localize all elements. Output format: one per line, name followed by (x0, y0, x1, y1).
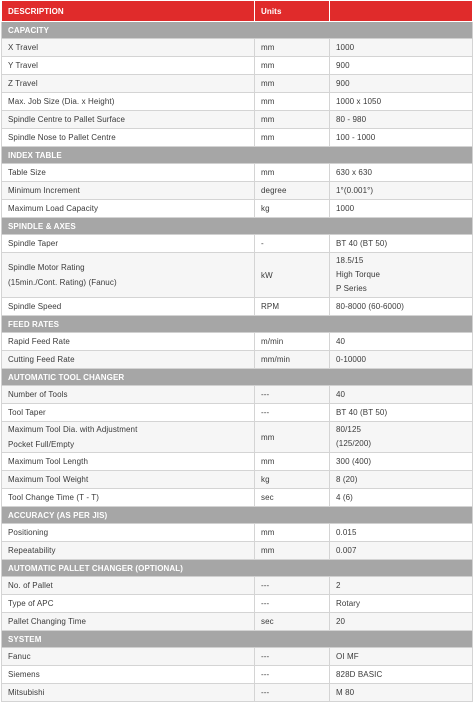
spec-description (2, 577, 255, 595)
spec-value (330, 386, 473, 404)
spec-unit: --- (255, 404, 330, 422)
spec-unit: mm (255, 453, 330, 471)
spec-value-line: 900 (336, 61, 350, 70)
spec-value-line: 80-8000 (60-6000) (336, 302, 404, 311)
spec-value (330, 422, 473, 453)
spec-description (2, 404, 255, 422)
header-value (330, 1, 473, 22)
spec-table-header (2, 1, 473, 22)
spec-row (2, 386, 473, 404)
section-title: INDEX TABLE (2, 147, 473, 164)
spec-value-line: (125/200) (336, 439, 372, 448)
spec-unit: mm (255, 542, 330, 560)
spec-row (2, 129, 473, 147)
spec-description (2, 386, 255, 404)
spec-value (330, 666, 473, 684)
spec-row (2, 542, 473, 560)
spec-description-line: Y Travel (8, 61, 38, 70)
spec-value-line: 0.007 (336, 546, 357, 555)
spec-value (330, 57, 473, 75)
spec-description-line: Spindle Taper (8, 239, 59, 248)
spec-row (2, 684, 473, 702)
spec-description-line: Pocket Full/Empty (8, 440, 75, 449)
spec-value (330, 404, 473, 422)
spec-description-line: Table Size (8, 168, 46, 177)
spec-description-line: Cutting Feed Rate (8, 355, 75, 364)
section-title: AUTOMATIC TOOL CHANGER (2, 369, 473, 386)
spec-description-line: Maximum Load Capacity (8, 204, 99, 213)
spec-value-line: BT 40 (BT 50) (336, 408, 388, 417)
spec-value (330, 75, 473, 93)
spec-row (2, 471, 473, 489)
spec-unit: mm (255, 75, 330, 93)
spec-row (2, 253, 473, 298)
spec-value-line: 4 (6) (336, 493, 353, 502)
spec-description (2, 298, 255, 316)
section-title: CAPACITY (2, 22, 473, 39)
spec-unit: sec (255, 613, 330, 631)
spec-description (2, 93, 255, 111)
spec-row (2, 577, 473, 595)
spec-unit: mm (255, 39, 330, 57)
spec-description-line: Mitsubishi (8, 688, 45, 697)
header-units: Units (255, 1, 330, 22)
spec-row (2, 235, 473, 253)
spec-description-line: Minimum Increment (8, 186, 80, 195)
spec-row (2, 595, 473, 613)
spec-value-line: 40 (336, 337, 346, 346)
spec-value-line: 18.5/15 (336, 256, 364, 265)
spec-description (2, 489, 255, 507)
header-row (2, 1, 473, 22)
spec-unit: kW (255, 253, 330, 298)
spec-description-line: Tool Taper (8, 408, 46, 417)
spec-description (2, 595, 255, 613)
spec-unit: degree (255, 182, 330, 200)
spec-description (2, 648, 255, 666)
spec-table (1, 0, 473, 702)
spec-description (2, 235, 255, 253)
spec-description-line: Pallet Changing Time (8, 617, 87, 626)
spec-value (330, 253, 473, 298)
section-header-row (2, 218, 473, 235)
spec-description-line: Maximum Tool Dia. with Adjustment (8, 425, 138, 434)
spec-value-line: Rotary (336, 599, 361, 608)
spec-unit: sec (255, 489, 330, 507)
spec-description-line: Positioning (8, 528, 49, 537)
spec-description (2, 111, 255, 129)
spec-value-line: 1000 x 1050 (336, 97, 382, 106)
spec-description (2, 57, 255, 75)
spec-description (2, 129, 255, 147)
section-title: FEED RATES (2, 316, 473, 333)
spec-unit: RPM (255, 298, 330, 316)
spec-description-line: Maximum Tool Weight (8, 475, 89, 484)
spec-value (330, 129, 473, 147)
spec-value (330, 351, 473, 369)
spec-unit: mm (255, 57, 330, 75)
spec-description-line: Z Travel (8, 79, 38, 88)
spec-description (2, 182, 255, 200)
spec-description-line: Spindle Centre to Pallet Surface (8, 115, 126, 124)
spec-description-line: Tool Change Time (T - T) (8, 493, 100, 502)
spec-table-body (2, 22, 473, 702)
section-header-row (2, 316, 473, 333)
spec-row (2, 524, 473, 542)
spec-unit: --- (255, 386, 330, 404)
spec-description (2, 164, 255, 182)
section-title: SYSTEM (2, 631, 473, 648)
spec-description-line: (15min./Cont. Rating) (Fanuc) (8, 278, 117, 287)
spec-unit: m/min (255, 333, 330, 351)
spec-value (330, 648, 473, 666)
spec-value (330, 613, 473, 631)
spec-value-line: 1000 (336, 204, 355, 213)
section-header-row (2, 369, 473, 386)
spec-value-line: OI MF (336, 652, 359, 661)
spec-description-line: Rapid Feed Rate (8, 337, 70, 346)
spec-description (2, 75, 255, 93)
section-header-row (2, 560, 473, 577)
spec-value-line: 1000 (336, 43, 355, 52)
spec-description-line: No. of Pallet (8, 581, 53, 590)
spec-row (2, 93, 473, 111)
spec-unit: mm (255, 111, 330, 129)
spec-description (2, 253, 255, 298)
spec-value (330, 235, 473, 253)
spec-row (2, 648, 473, 666)
spec-description (2, 666, 255, 684)
spec-description-line: Spindle Speed (8, 302, 62, 311)
spec-row (2, 200, 473, 218)
spec-value (330, 298, 473, 316)
spec-value (330, 39, 473, 57)
spec-description-line: Siemens (8, 670, 40, 679)
spec-value (330, 489, 473, 507)
spec-row (2, 666, 473, 684)
spec-value-line: BT 40 (BT 50) (336, 239, 388, 248)
section-title: AUTOMATIC PALLET CHANGER (OPTIONAL) (2, 560, 473, 577)
spec-description (2, 684, 255, 702)
spec-description (2, 613, 255, 631)
spec-value-line: 0-10000 (336, 355, 367, 364)
section-header-row (2, 507, 473, 524)
spec-description (2, 422, 255, 453)
spec-unit: kg (255, 471, 330, 489)
spec-value-line: 2 (336, 581, 341, 590)
spec-value-line: 1°(0.001°) (336, 186, 374, 195)
spec-row (2, 57, 473, 75)
spec-value-line: 8 (20) (336, 475, 358, 484)
spec-description-line: Repeatability (8, 546, 56, 555)
spec-description (2, 39, 255, 57)
spec-description (2, 333, 255, 351)
spec-row (2, 164, 473, 182)
spec-value (330, 333, 473, 351)
spec-description-line: Fanuc (8, 652, 31, 661)
spec-description-line: Max. Job Size (Dia. x Height) (8, 97, 115, 106)
spec-value (330, 453, 473, 471)
spec-row (2, 111, 473, 129)
spec-row (2, 422, 473, 453)
spec-description-line: Type of APC (8, 599, 54, 608)
spec-unit: mm (255, 93, 330, 111)
spec-value-line: 80/125 (336, 425, 362, 434)
spec-unit: --- (255, 666, 330, 684)
spec-value-line: 630 x 630 (336, 168, 373, 177)
spec-unit: - (255, 235, 330, 253)
section-title: ACCURACY (AS PER JIS) (2, 507, 473, 524)
spec-unit: --- (255, 648, 330, 666)
spec-value (330, 577, 473, 595)
spec-value-line: 40 (336, 390, 346, 399)
spec-row (2, 404, 473, 422)
spec-unit: --- (255, 595, 330, 613)
spec-value (330, 524, 473, 542)
spec-row (2, 453, 473, 471)
spec-row (2, 39, 473, 57)
spec-value-line: High Torque (336, 270, 381, 279)
spec-description (2, 542, 255, 560)
spec-description (2, 200, 255, 218)
section-header-row (2, 631, 473, 648)
spec-row (2, 298, 473, 316)
spec-value (330, 471, 473, 489)
spec-row (2, 182, 473, 200)
spec-description (2, 351, 255, 369)
spec-value-line: 900 (336, 79, 350, 88)
spec-value-line: 0.015 (336, 528, 357, 537)
spec-value (330, 93, 473, 111)
section-header-row (2, 147, 473, 164)
spec-unit: kg (255, 200, 330, 218)
spec-unit: mm (255, 129, 330, 147)
header-description: DESCRIPTION (2, 1, 255, 22)
spec-description (2, 524, 255, 542)
spec-description-line: Spindle Motor Rating (8, 263, 85, 272)
spec-description-line: Spindle Nose to Pallet Centre (8, 133, 116, 142)
spec-unit: mm (255, 422, 330, 453)
section-header-row (2, 22, 473, 39)
spec-unit: --- (255, 684, 330, 702)
spec-value (330, 182, 473, 200)
spec-description-line: Number of Tools (8, 390, 68, 399)
spec-value (330, 164, 473, 182)
spec-value (330, 684, 473, 702)
spec-value (330, 111, 473, 129)
spec-value-line: 20 (336, 617, 346, 626)
spec-description (2, 471, 255, 489)
spec-row (2, 613, 473, 631)
spec-description-line: Maximum Tool Length (8, 457, 89, 466)
spec-value-line: 80 - 980 (336, 115, 367, 124)
spec-value (330, 542, 473, 560)
spec-value (330, 200, 473, 218)
spec-unit: mm/min (255, 351, 330, 369)
spec-description (2, 453, 255, 471)
spec-unit: --- (255, 577, 330, 595)
spec-description-line: X Travel (8, 43, 39, 52)
spec-value (330, 595, 473, 613)
section-title: SPINDLE & AXES (2, 218, 473, 235)
spec-unit: mm (255, 524, 330, 542)
spec-row (2, 351, 473, 369)
spec-value-line: 100 - 1000 (336, 133, 376, 142)
spec-value-line: P Series (336, 284, 367, 293)
spec-row (2, 75, 473, 93)
spec-value-line: 300 (400) (336, 457, 372, 466)
spec-row (2, 333, 473, 351)
spec-value-line: M 80 (336, 688, 355, 697)
spec-row (2, 489, 473, 507)
spec-value-line: 828D BASIC (336, 670, 383, 679)
spec-unit: mm (255, 164, 330, 182)
